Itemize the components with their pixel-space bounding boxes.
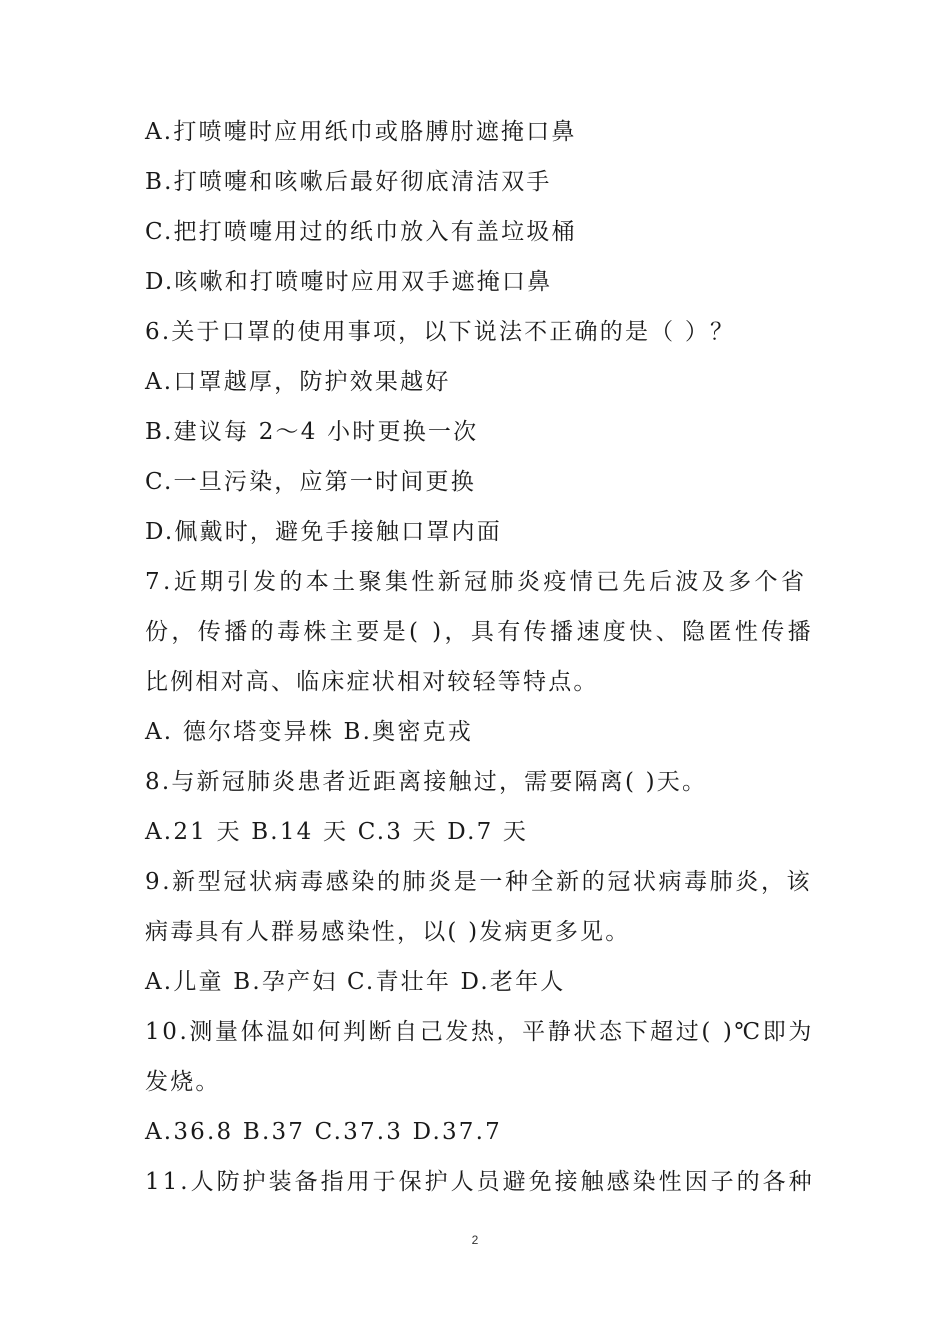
question-7-line-1: 7.近期引发的本土聚集性新冠肺炎疫情已先后波及多个省 [145,569,808,595]
options-10: A.36.8 B.37 C.37.3 D.37.7 [145,1119,502,1145]
option-5a: A.打喷嚏时应用纸巾或胳膊肘遮掩口鼻 [145,119,577,145]
question-9-line-2: 病毒具有人群易感染性，以( )发病更多见。 [145,919,631,945]
option-6a: A.口罩越厚，防护效果越好 [145,369,451,395]
options-7: A. 德尔塔变异株 B.奥密克戎 [145,719,473,745]
option-5c: C.把打喷嚏用过的纸巾放入有盖垃圾桶 [145,219,577,245]
question-7-line-2: 份，传播的毒株主要是( )，具有传播速度快、隐匿性传播 [145,619,815,645]
question-11-line-1: 11.人防护装备指用于保护人员避免接触感染性因子的各种 [145,1169,815,1195]
options-8: A.21 天 B.14 天 C.3 天 D.7 天 [145,819,529,845]
option-6c: C.一旦污染，应第一时间更换 [145,469,476,495]
question-9-line-1: 9.新型冠状病毒感染的肺炎是一种全新的冠状病毒肺炎，该 [145,869,813,895]
question-6: 6.关于口罩的使用事项，以下说法不正确的是（ ）？ [145,319,736,345]
question-7-line-3: 比例相对高、临床症状相对较轻等特点。 [145,669,599,695]
question-10-line-1: 10.测量体温如何判断自己发热，平静状态下超过( )℃即为 [145,1019,814,1045]
question-10-line-2: 发烧。 [145,1069,221,1095]
page-number: 2 [471,1233,479,1247]
option-6d: D.佩戴时，避免手接触口罩内面 [145,519,502,545]
question-8: 8.与新冠肺炎患者近距离接触过，需要隔离( )天。 [145,769,708,795]
option-6b: B.建议每 2～4 小时更换一次 [145,419,479,445]
option-5d: D.咳嗽和打喷嚏时应用双手遮掩口鼻 [145,269,553,295]
option-5b: B.打喷嚏和咳嗽后最好彻底清洁双手 [145,169,552,195]
options-9: A.儿童 B.孕产妇 C.青壮年 D.老年人 [145,969,566,995]
